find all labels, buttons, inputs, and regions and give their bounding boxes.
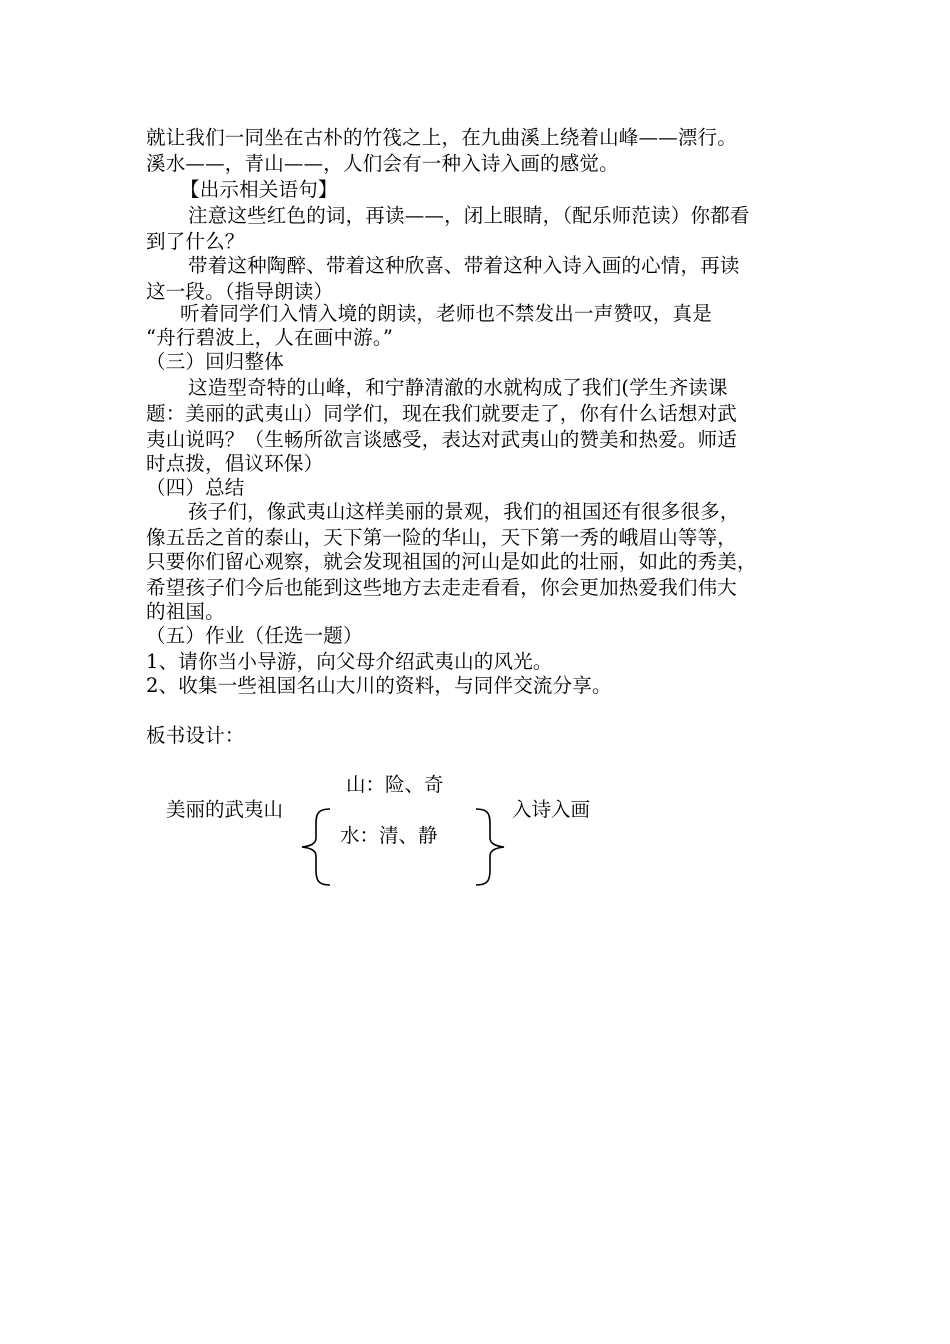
paragraph-line: 时点拨，倡议环保）: [146, 452, 324, 475]
section-prompt: 【出示相关语句】: [180, 178, 338, 201]
paragraph-line: 就让我们一同坐在古朴的竹筏之上，在九曲溪上绕着山峰——漂行。: [146, 126, 738, 149]
paragraph-line: 的祖国。: [146, 600, 225, 623]
paragraph-line: 溪水——，青山——，人们会有一种入诗入画的感觉。: [146, 152, 619, 175]
paragraph-line: 带着这种陶醉、带着这种欣喜、带着这种入诗入画的心情，再读: [188, 254, 740, 277]
quote-line: “舟行碧波上，人在画中游。”: [146, 326, 393, 349]
homework-item: 2、收集一些祖国名山大川的资料，与同伴交流分享。: [146, 674, 612, 697]
board-title: 美丽的武夷山: [166, 798, 284, 821]
paragraph-line: 听着同学们入情入境的朗读，老师也不禁发出一声赞叹，真是: [180, 302, 712, 325]
board-result-label: 入诗入画: [512, 798, 591, 821]
section-heading: （五）作业（任选一题）: [146, 624, 363, 647]
right-brace: [470, 806, 512, 888]
section-heading: （三）回归整体: [146, 350, 284, 373]
paragraph-line: 这一段。（指导朗读）: [146, 280, 334, 303]
homework-item: 1、请你当小导游，向父母介绍武夷山的风光。: [146, 650, 553, 673]
paragraph-line: 到了什么？: [146, 230, 245, 253]
board-water-label: 水：清、静: [340, 824, 438, 847]
paragraph-line: 希望孩子们今后也能到这些地方去走走看看，你会更加热爱我们伟大: [146, 576, 738, 599]
board-mountain-label: 山：险、奇: [346, 773, 444, 796]
section-heading: （四）总结: [146, 476, 245, 499]
paragraph-line: 题：美丽的武夷山）同学们，现在我们就要走了，你有什么话想对武: [146, 402, 738, 425]
paragraph-line: 只要你们留心观察，就会发现祖国的河山是如此的壮丽，如此的秀美，: [146, 550, 757, 573]
paragraph-line: 夷山说吗？（生畅所欲言谈感受，表达对武夷山的赞美和热爱。师适: [146, 428, 738, 451]
paragraph-line: 孩子们，像武夷山这样美丽的景观，我们的祖国还有很多很多，: [188, 500, 740, 523]
paragraph-line: 注意这些红色的词，再读——，闭上眼睛，（配乐师范读）你都看: [188, 204, 750, 227]
left-brace: [294, 806, 336, 888]
paragraph-line: 这造型奇特的山峰，和宁静清澈的水就构成了我们(学生齐读课: [188, 376, 728, 399]
board-design-heading: 板书设计：: [146, 724, 245, 747]
paragraph-line: 像五岳之首的泰山，天下第一险的华山，天下第一秀的峨眉山等等，: [146, 526, 738, 549]
